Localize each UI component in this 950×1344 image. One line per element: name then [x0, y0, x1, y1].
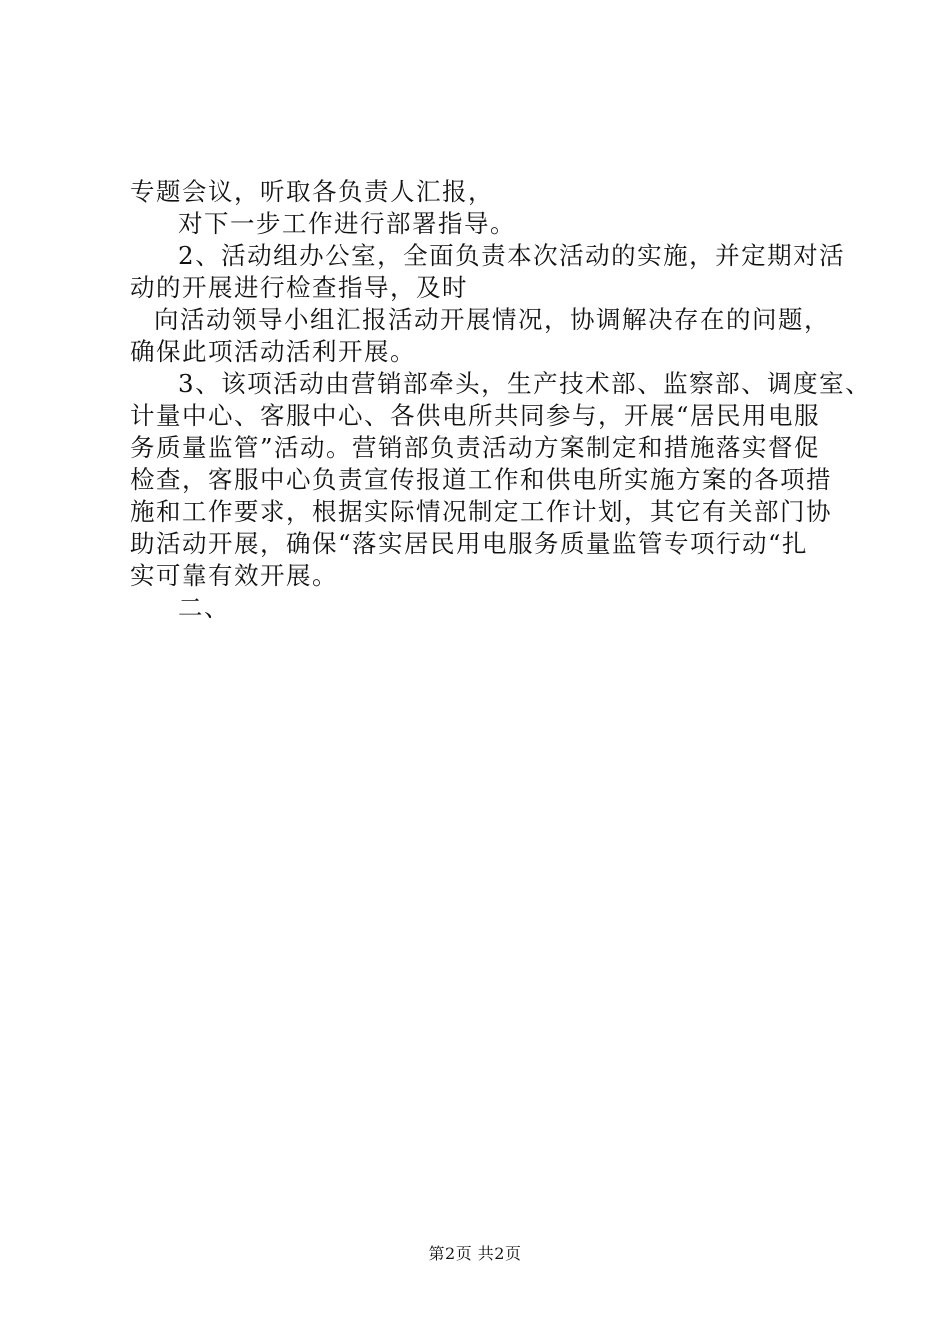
- paragraph-line: 务质量监管”活动。营销部负责活动方案制定和措施落实督促: [130, 433, 821, 462]
- paragraph-line: 助活动开展，确保“落实居民用电服务质量监管专项行动“扎: [130, 529, 809, 558]
- paragraph-line: 专题会议，听取各负责人汇报，: [130, 177, 494, 206]
- paragraph-line: 确保此项活动活利开展。: [130, 337, 416, 366]
- paragraph-line: 计量中心、客服中心、各供电所共同参与，开展“居民用电服: [130, 401, 821, 430]
- paragraph-line: 施和工作要求，根据实际情况制定工作计划，其它有关部门协: [130, 497, 832, 526]
- paragraph-line: 向活动领导小组汇报活动开展情况，协调解决存在的问题，: [154, 305, 830, 334]
- paragraph-line: 检查，客服中心负责宣传报道工作和供电所实施方案的各项措: [130, 465, 832, 494]
- section-heading: 二、: [178, 593, 230, 622]
- paragraph-line: 3、该项活动由营销部牵头，生产技术部、监察部、调度室、: [178, 369, 872, 398]
- paragraph-line: 对下一步工作进行部署指导。: [178, 209, 516, 238]
- paragraph-line: 实可靠有效开展。: [130, 561, 338, 590]
- paragraph-line: 2、活动组办公室，全面负责本次活动的实施，并定期对活: [178, 241, 846, 270]
- document-body: [130, 176, 872, 624]
- paragraph-line: 动的开展进行检查指导，及时: [130, 273, 468, 302]
- page-number-footer: 第2页 共2页: [428, 1244, 522, 1263]
